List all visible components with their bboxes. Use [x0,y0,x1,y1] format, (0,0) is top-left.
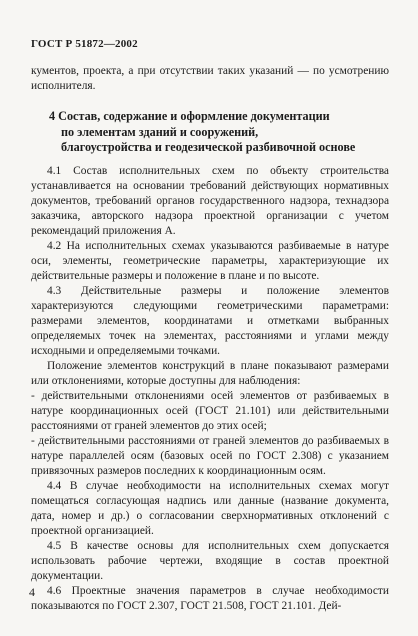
section-body [31,164,389,614]
section-heading-line-1 [31,109,389,125]
document-header: ГОСТ Р 51872—2002 [31,38,138,50]
paragraph-position: Положение элементов конструкций в плане показывают размерами или отклонениями, которые доступны для наблюдения: [31,360,389,387]
section-heading [31,109,389,156]
paragraph-4-6: 4.6 Проектные значения параметров в случае необходимости показываются по ГОСТ 2.307, ГОСТ 21.508, ГОСТ 21.101. Дей- [31,585,389,612]
section-title-line-2: по элементам зданий и сооружений, [61,124,259,139]
paragraph-4-1: 4.1 Состав исполнительных схем по объекту строительства устанавливается на основании требований действующих нормативных документов, требований органов государственного надзора, технадзора заказчика, авторского надзора проектной организации с учетом рекомендаций приложения А. [31,165,389,237]
list-item-distances: - действительными расстояниями от граней элементов до разбиваемых в натуре параллелей осям (базовых осей по ГОСТ 2.308) с указанием привязочных размеров последних к координационным осям. [31,435,389,477]
paragraph-4-3: 4.3 Действительные размеры и положение элементов характеризуются следующими геометрическими параметрами: размерами элементов, координатами и отметками выбранных определяемых точек на элементах, расстояниями и углами между исходными и определяемыми точками. [31,285,389,357]
paragraph-4-2: 4.2 На исполнительных схемах указываются разбиваемые в натуре оси, элементы, геометрические параметры, характеризующие их действительные размеры и положение в плане и по высоте. [31,240,389,282]
section-title-line-3: благоустройства и геодезической разбивочной основе [61,140,356,154]
paragraph-4-5: 4.5 В качестве основы для исполнительных схем допускается использовать рабочие чертежи, входящие в состав проектной документации. [31,540,389,582]
list-item-deviations: - действительными отклонениями осей элементов от разбиваемых в натуре координационных осей (ГОСТ 21.101) или действительными расстояниями от граней элементов до этих осей; [31,390,389,432]
paragraph-4-4: 4.4 В случае необходимости на исполнительных схемах могут помещаться согласующая надпись или данные (название документа, дата, номер и др.) о согласовании сверхнормативных отклонений с проектной организацией. [31,480,389,537]
section-title-line-1: Состав, содержание и оформление документации [58,109,330,123]
page-number: 4 [29,585,35,599]
continuation-text [31,64,389,94]
section-number: 4 [49,109,56,123]
continuation-paragraph: кументов, проекта, а при отсутствии таких указаний — по усмотрению исполнителя. [31,65,389,92]
